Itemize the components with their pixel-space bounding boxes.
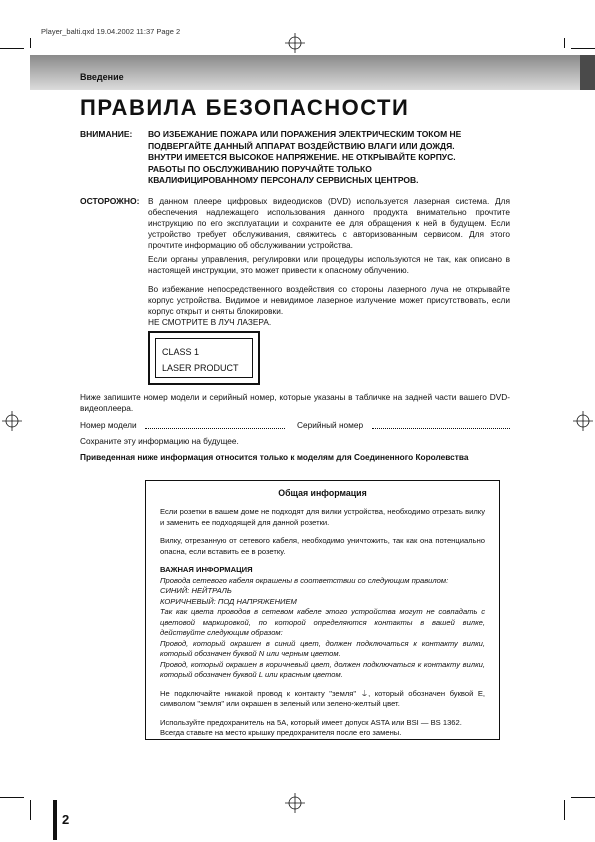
warning-line: ВО ИЗБЕЖАНИЕ ПОЖАРА ИЛИ ПОРАЖЕНИЯ ЭЛЕКТРИЧЕСКИМ ТОКОМ НЕ — [148, 129, 462, 139]
uk-models-note: Приведенная ниже информация относится только к моделям для Соединенного Королевства — [80, 452, 469, 462]
serial-number-field — [372, 428, 510, 429]
crop-mark — [571, 48, 595, 49]
caution-paragraph-2: Если органы управления, регулировки или процедуры используются не так, как описано в настоящей инструкции, это может привести к опасному облучению. — [148, 254, 510, 275]
crop-mark — [0, 48, 24, 49]
registration-mark-icon — [285, 793, 305, 813]
warning-line: ВНУТРИ ИМЕЕТСЯ ВЫСОКОЕ НАПРЯЖЕНИЕ. НЕ ОТКРЫВАЙТЕ КОРПУС. — [148, 152, 456, 162]
caution-paragraph-1: В данном плеере цифровых видеодисков (DVD) используется лазерная система. Для обеспечения надлежащего использования данного продукта внимательно прочтите инструкцию по его эксплуатации и сохраните ее для обращения к ней в будущем. Если устройство требует обслуживания, свяжитесь с авторизованным сервисом. Для этого прочтите информацию об обслуживании устройства. — [148, 196, 510, 250]
wiring-line: Провод, который окрашен в коричневый цвет, должен подключаться к контакту вилки, который обозначен буквой L или красным цветом. — [160, 659, 485, 679]
info-box-title: Общая информация — [278, 488, 367, 498]
wiring-line: Провод, который окрашен в синий цвет, должен подключаться к контакту вилки, который обозначен буквой N или черным цветом. — [160, 638, 485, 658]
info-paragraph: Всегда ставьте на место крышку предохранителя после его замены. — [160, 728, 402, 737]
crop-mark — [571, 797, 595, 798]
file-slug: Player_balti.qxd 19.04.2002 11:37 Page 2 — [41, 27, 181, 36]
section-label: Введение — [80, 72, 124, 82]
laser-product-line: LASER PRODUCT — [162, 363, 239, 373]
wiring-line: КОРИЧНЕВЫЙ: ПОД НАПРЯЖЕНИЕМ — [160, 596, 297, 606]
laser-class-label — [148, 331, 260, 385]
warning-label: ВНИМАНИЕ: — [80, 129, 133, 139]
page-number: 2 — [62, 812, 70, 827]
laser-class-line: CLASS 1 — [162, 347, 200, 357]
record-note: Ниже запишите номер модели и серийный номер, которые указаны в табличке на задней части вашего DVD-видеоплеера. — [80, 392, 510, 413]
caution-paragraph-3: Во избежание непосредственного воздействия со стороны лазерного луча не открывайте корпус устройства. Видимое и невидимое лазерное излучение может присутствовать, если корпус открыт и сняты блокировки. — [148, 284, 510, 316]
caution-label: ОСТОРОЖНО: — [80, 196, 140, 206]
serial-number-label: Серийный номер — [297, 420, 364, 430]
crop-mark — [0, 797, 24, 798]
crop-mark — [564, 38, 565, 48]
info-paragraph: Не подключайте никакой провод к контакту "земля" ⏚, который обозначен буквой E, символом "земля" или окрашен в зеленый или зелено-желтый цвет. — [160, 688, 485, 708]
crop-mark — [30, 38, 31, 48]
page-side-bar — [53, 800, 57, 840]
registration-mark-icon — [285, 33, 305, 53]
crop-mark — [564, 800, 565, 820]
warning-line: ПОДВЕРГАЙТЕ ДАННЫЙ АППАРАТ ВОЗДЕЙСТВИЮ ВЛАГИ ИЛИ ДОЖДЯ. — [148, 140, 455, 151]
info-paragraph: Вилку, отрезанную от сетевого кабеля, необходимо уничтожить, так как она потенциально опасна, если вставить ее в розетку. — [160, 536, 485, 556]
wiring-line: Так как цвета проводов в сетевом кабеле этого устройства могут не совпадать с цветовой маркировкой, по которой определяются контакты в вашей вилке, действуйте следующим образом: — [160, 607, 485, 637]
info-paragraph: Используйте предохранитель на 5А, который имеет допуск ASTA или BSI — BS 1362. — [160, 717, 462, 727]
important-heading: ВАЖНАЯ ИНФОРМАЦИЯ — [160, 565, 253, 574]
header-band-edge — [580, 55, 595, 90]
info-paragraph: Если розетки в вашем доме не подходят для вилки устройства, необходимо отрезать вилку и заменить ее подходящей для данной розетки. — [160, 507, 485, 527]
wiring-line: СИНИЙ: НЕЙТРАЛЬ — [160, 586, 232, 595]
general-info-box — [145, 480, 500, 740]
page-title: ПРАВИЛА БЕЗОПАСНОСТИ — [80, 95, 410, 120]
wiring-line: Провода сетевого кабеля окрашены в соответствии со следующим правилом: — [160, 575, 449, 585]
registration-mark-icon — [573, 411, 593, 431]
caution-paragraph-4: НЕ СМОТРИТЕ В ЛУЧ ЛАЗЕРА. — [148, 317, 272, 327]
warning-line: КВАЛИФИЦИРОВАННОМУ ПЕРСОНАЛУ СЕРВИСНЫХ ЦЕНТРОВ. — [148, 175, 419, 185]
keep-note: Сохраните эту информацию на будущее. — [80, 436, 239, 446]
warning-text — [148, 129, 503, 187]
registration-mark-icon — [2, 411, 22, 431]
crop-mark — [30, 800, 31, 820]
warning-line: РАБОТЫ ПО ОБСЛУЖИВАНИЮ ПОРУЧАЙТЕ ТОЛЬКО — [148, 163, 372, 174]
model-number-label: Номер модели — [80, 420, 137, 430]
model-number-field — [145, 428, 285, 429]
